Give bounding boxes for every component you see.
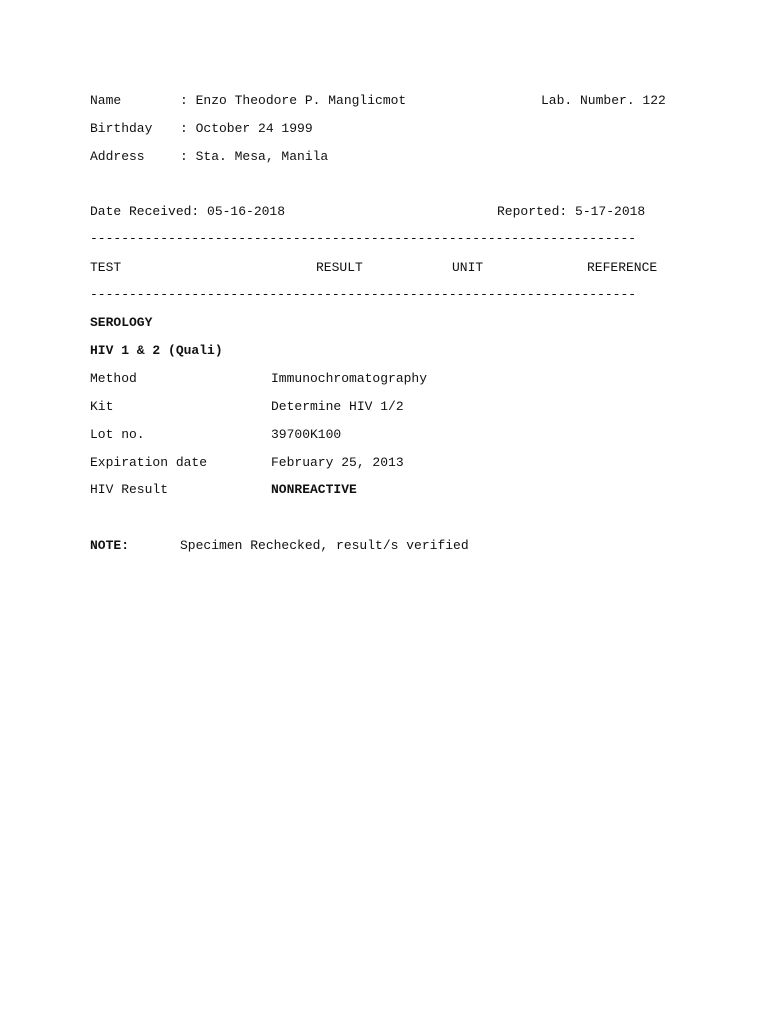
detail-value: February 25, 2013 [271,455,404,470]
address-value: : Sta. Mesa, Manila [180,149,329,164]
detail-value: Determine HIV 1/2 [271,399,404,414]
column-test: TEST [90,260,122,275]
detail-label: Lot no. [90,427,145,442]
column-result: RESULT [316,260,363,275]
birthday-label: Birthday [90,121,153,136]
detail-label: Expiration date [90,455,208,470]
address-label: Address [90,149,145,164]
date-received: Date Received: 05-16-2018 [90,204,286,219]
section-title: SEROLOGY [90,315,153,330]
note-label: NOTE: [90,538,130,553]
lab-number: Lab. Number. 122 [541,93,666,108]
column-unit: UNIT [452,260,484,275]
divider-bottom: ---------------------------------------------------------------------- [90,287,637,302]
detail-value: Immunochromatography [271,371,428,386]
detail-label: Kit [90,399,114,414]
test-name: HIV 1 & 2 (Quali) [90,343,223,358]
name-value: : Enzo Theodore P. Manglicmot [180,93,407,108]
birthday-value: : October 24 1999 [180,121,313,136]
divider-top: ---------------------------------------------------------------------- [90,231,637,246]
hiv-result-value: NONREACTIVE [271,482,357,497]
detail-value: 39700K100 [271,427,342,442]
date-reported: Reported: 5-17-2018 [497,204,646,219]
name-label: Name [90,93,122,108]
column-reference: REFERENCE [587,260,658,275]
note-text: Specimen Rechecked, result/s verified [180,538,469,553]
detail-label: HIV Result [90,482,169,497]
detail-label: Method [90,371,137,386]
